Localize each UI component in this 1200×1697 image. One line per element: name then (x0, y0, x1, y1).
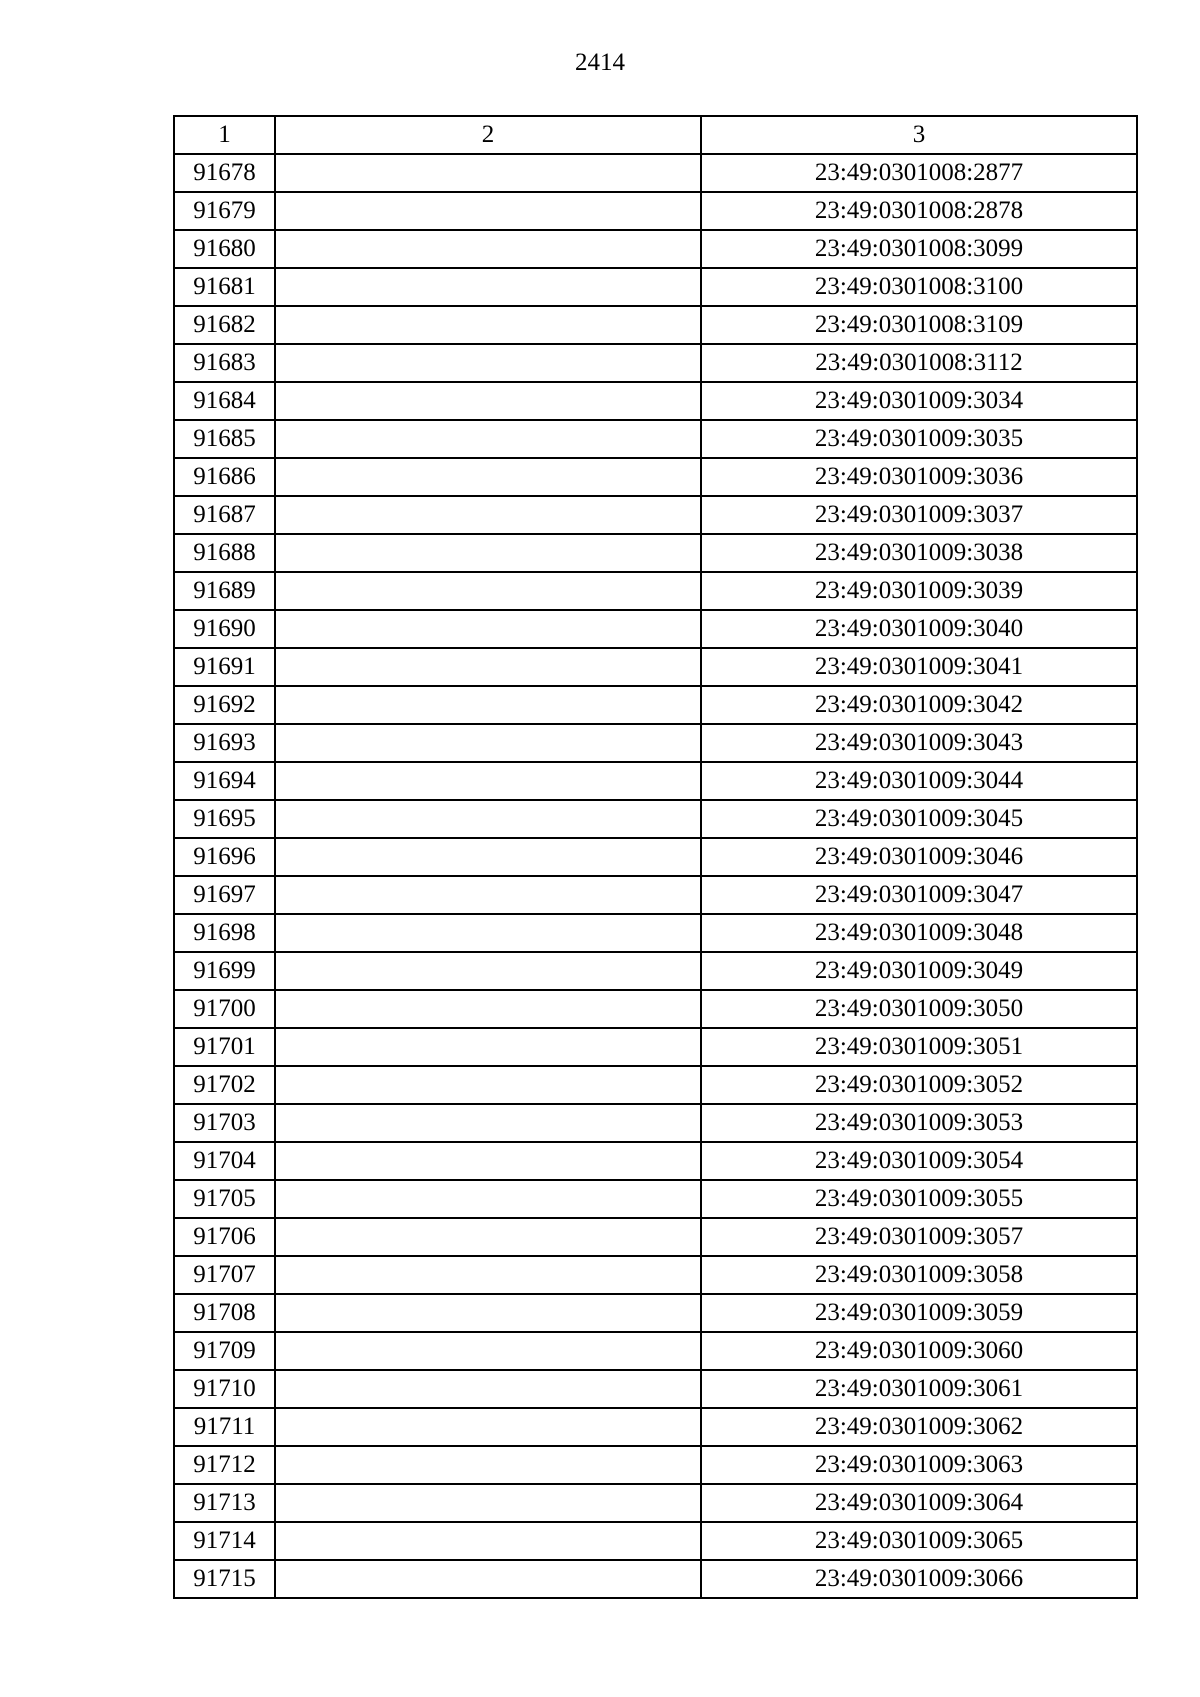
empty-cell (275, 306, 701, 344)
table-row (174, 1066, 1137, 1104)
row-number-cell: 91700 (174, 990, 275, 1028)
cadastral-number-cell: 23:49:0301009:3049 (701, 952, 1137, 990)
table-container (173, 115, 1138, 1599)
empty-cell (275, 838, 701, 876)
empty-cell (275, 344, 701, 382)
empty-cell (275, 1332, 701, 1370)
table-row (174, 420, 1137, 458)
row-number-cell: 91690 (174, 610, 275, 648)
row-number-cell: 91710 (174, 1370, 275, 1408)
column-header-3: 3 (701, 116, 1137, 154)
cadastral-number-cell: 23:49:0301009:3036 (701, 458, 1137, 496)
cadastral-number-cell: 23:49:0301009:3053 (701, 1104, 1137, 1142)
row-number-cell: 91686 (174, 458, 275, 496)
empty-cell (275, 192, 701, 230)
row-number-cell: 91679 (174, 192, 275, 230)
row-number-cell: 91685 (174, 420, 275, 458)
cadastral-number-cell: 23:49:0301009:3038 (701, 534, 1137, 572)
cadastral-number-cell: 23:49:0301009:3042 (701, 686, 1137, 724)
empty-cell (275, 1408, 701, 1446)
cadastral-number-cell: 23:49:0301009:3054 (701, 1142, 1137, 1180)
row-number-cell: 91699 (174, 952, 275, 990)
cadastral-number-cell: 23:49:0301009:3058 (701, 1256, 1137, 1294)
cadastral-number-cell: 23:49:0301009:3039 (701, 572, 1137, 610)
row-number-cell: 91707 (174, 1256, 275, 1294)
row-number-cell: 91687 (174, 496, 275, 534)
row-number-cell: 91713 (174, 1484, 275, 1522)
table-row (174, 1522, 1137, 1560)
empty-cell (275, 268, 701, 306)
row-number-cell: 91704 (174, 1142, 275, 1180)
table-row (174, 876, 1137, 914)
table-row (174, 268, 1137, 306)
table-row (174, 192, 1137, 230)
table-row (174, 1142, 1137, 1180)
row-number-cell: 91703 (174, 1104, 275, 1142)
empty-cell (275, 572, 701, 610)
cadastral-number-cell: 23:49:0301009:3037 (701, 496, 1137, 534)
row-number-cell: 91705 (174, 1180, 275, 1218)
row-number-cell: 91695 (174, 800, 275, 838)
empty-cell (275, 1370, 701, 1408)
cadastral-number-cell: 23:49:0301008:3109 (701, 306, 1137, 344)
table-row (174, 496, 1137, 534)
cadastral-number-cell: 23:49:0301009:3034 (701, 382, 1137, 420)
table-row (174, 952, 1137, 990)
table-row (174, 382, 1137, 420)
cadastral-number-cell: 23:49:0301009:3061 (701, 1370, 1137, 1408)
empty-cell (275, 610, 701, 648)
row-number-cell: 91693 (174, 724, 275, 762)
table-body (174, 154, 1137, 1598)
empty-cell (275, 154, 701, 192)
cadastral-number-cell: 23:49:0301009:3059 (701, 1294, 1137, 1332)
table-header-row (174, 116, 1137, 154)
row-number-cell: 91681 (174, 268, 275, 306)
table-row (174, 914, 1137, 952)
cadastral-number-cell: 23:49:0301009:3035 (701, 420, 1137, 458)
table-row (174, 306, 1137, 344)
cadastral-number-cell: 23:49:0301009:3047 (701, 876, 1137, 914)
table-row (174, 1484, 1137, 1522)
empty-cell (275, 1066, 701, 1104)
table-row (174, 1180, 1137, 1218)
empty-cell (275, 914, 701, 952)
row-number-cell: 91689 (174, 572, 275, 610)
row-number-cell: 91715 (174, 1560, 275, 1598)
table-row (174, 838, 1137, 876)
table-row (174, 1218, 1137, 1256)
row-number-cell: 91684 (174, 382, 275, 420)
empty-cell (275, 496, 701, 534)
row-number-cell: 91683 (174, 344, 275, 382)
table-row (174, 1104, 1137, 1142)
empty-cell (275, 1446, 701, 1484)
row-number-cell: 91711 (174, 1408, 275, 1446)
row-number-cell: 91678 (174, 154, 275, 192)
cadastral-number-cell: 23:49:0301009:3051 (701, 1028, 1137, 1066)
cadastral-number-cell: 23:49:0301009:3055 (701, 1180, 1137, 1218)
cadastral-number-cell: 23:49:0301009:3045 (701, 800, 1137, 838)
cadastral-number-cell: 23:49:0301009:3043 (701, 724, 1137, 762)
empty-cell (275, 800, 701, 838)
empty-cell (275, 1560, 701, 1598)
table-row (174, 1294, 1137, 1332)
empty-cell (275, 1028, 701, 1066)
row-number-cell: 91702 (174, 1066, 275, 1104)
empty-cell (275, 1256, 701, 1294)
empty-cell (275, 458, 701, 496)
cadastral-number-cell: 23:49:0301009:3064 (701, 1484, 1137, 1522)
page-number: 2414 (575, 49, 625, 76)
empty-cell (275, 952, 701, 990)
cadastral-number-cell: 23:49:0301009:3040 (701, 610, 1137, 648)
cadastral-number-cell: 23:49:0301009:3065 (701, 1522, 1137, 1560)
cadastral-number-cell: 23:49:0301009:3062 (701, 1408, 1137, 1446)
cadastral-number-cell: 23:49:0301008:3100 (701, 268, 1137, 306)
row-number-cell: 91694 (174, 762, 275, 800)
table-row (174, 154, 1137, 192)
empty-cell (275, 1522, 701, 1560)
table-row (174, 230, 1137, 268)
cadastral-number-cell: 23:49:0301009:3057 (701, 1218, 1137, 1256)
table-row (174, 534, 1137, 572)
empty-cell (275, 420, 701, 458)
cadastral-number-cell: 23:49:0301009:3066 (701, 1560, 1137, 1598)
row-number-cell: 91682 (174, 306, 275, 344)
row-number-cell: 91709 (174, 1332, 275, 1370)
table-row (174, 1446, 1137, 1484)
row-number-cell: 91691 (174, 648, 275, 686)
table-row (174, 990, 1137, 1028)
row-number-cell: 91712 (174, 1446, 275, 1484)
table-row (174, 648, 1137, 686)
table-row (174, 724, 1137, 762)
cadastral-number-cell: 23:49:0301009:3050 (701, 990, 1137, 1028)
empty-cell (275, 1104, 701, 1142)
empty-cell (275, 648, 701, 686)
empty-cell (275, 686, 701, 724)
cadastral-number-cell: 23:49:0301009:3041 (701, 648, 1137, 686)
cadastral-number-cell: 23:49:0301008:3099 (701, 230, 1137, 268)
empty-cell (275, 1142, 701, 1180)
table-row (174, 1560, 1137, 1598)
table-row (174, 1028, 1137, 1066)
table-row (174, 762, 1137, 800)
table-row (174, 1370, 1137, 1408)
data-table (173, 115, 1138, 1599)
empty-cell (275, 1484, 701, 1522)
table-row (174, 458, 1137, 496)
row-number-cell: 91696 (174, 838, 275, 876)
table-row (174, 572, 1137, 610)
row-number-cell: 91714 (174, 1522, 275, 1560)
empty-cell (275, 1294, 701, 1332)
row-number-cell: 91698 (174, 914, 275, 952)
row-number-cell: 91697 (174, 876, 275, 914)
row-number-cell: 91708 (174, 1294, 275, 1332)
table-row (174, 1408, 1137, 1446)
table-row (174, 1332, 1137, 1370)
cadastral-number-cell: 23:49:0301008:3112 (701, 344, 1137, 382)
empty-cell (275, 1180, 701, 1218)
empty-cell (275, 724, 701, 762)
row-number-cell: 91680 (174, 230, 275, 268)
table-row (174, 686, 1137, 724)
table-row (174, 1256, 1137, 1294)
empty-cell (275, 990, 701, 1028)
cadastral-number-cell: 23:49:0301008:2878 (701, 192, 1137, 230)
table-row (174, 800, 1137, 838)
cadastral-number-cell: 23:49:0301009:3048 (701, 914, 1137, 952)
empty-cell (275, 230, 701, 268)
cadastral-number-cell: 23:49:0301009:3063 (701, 1446, 1137, 1484)
row-number-cell: 91701 (174, 1028, 275, 1066)
cadastral-number-cell: 23:49:0301008:2877 (701, 154, 1137, 192)
column-header-2: 2 (275, 116, 701, 154)
empty-cell (275, 534, 701, 572)
column-header-1: 1 (174, 116, 275, 154)
cadastral-number-cell: 23:49:0301009:3046 (701, 838, 1137, 876)
table-row (174, 610, 1137, 648)
cadastral-number-cell: 23:49:0301009:3052 (701, 1066, 1137, 1104)
table-row (174, 344, 1137, 382)
empty-cell (275, 382, 701, 420)
row-number-cell: 91706 (174, 1218, 275, 1256)
cadastral-number-cell: 23:49:0301009:3044 (701, 762, 1137, 800)
empty-cell (275, 762, 701, 800)
row-number-cell: 91692 (174, 686, 275, 724)
empty-cell (275, 876, 701, 914)
row-number-cell: 91688 (174, 534, 275, 572)
cadastral-number-cell: 23:49:0301009:3060 (701, 1332, 1137, 1370)
empty-cell (275, 1218, 701, 1256)
